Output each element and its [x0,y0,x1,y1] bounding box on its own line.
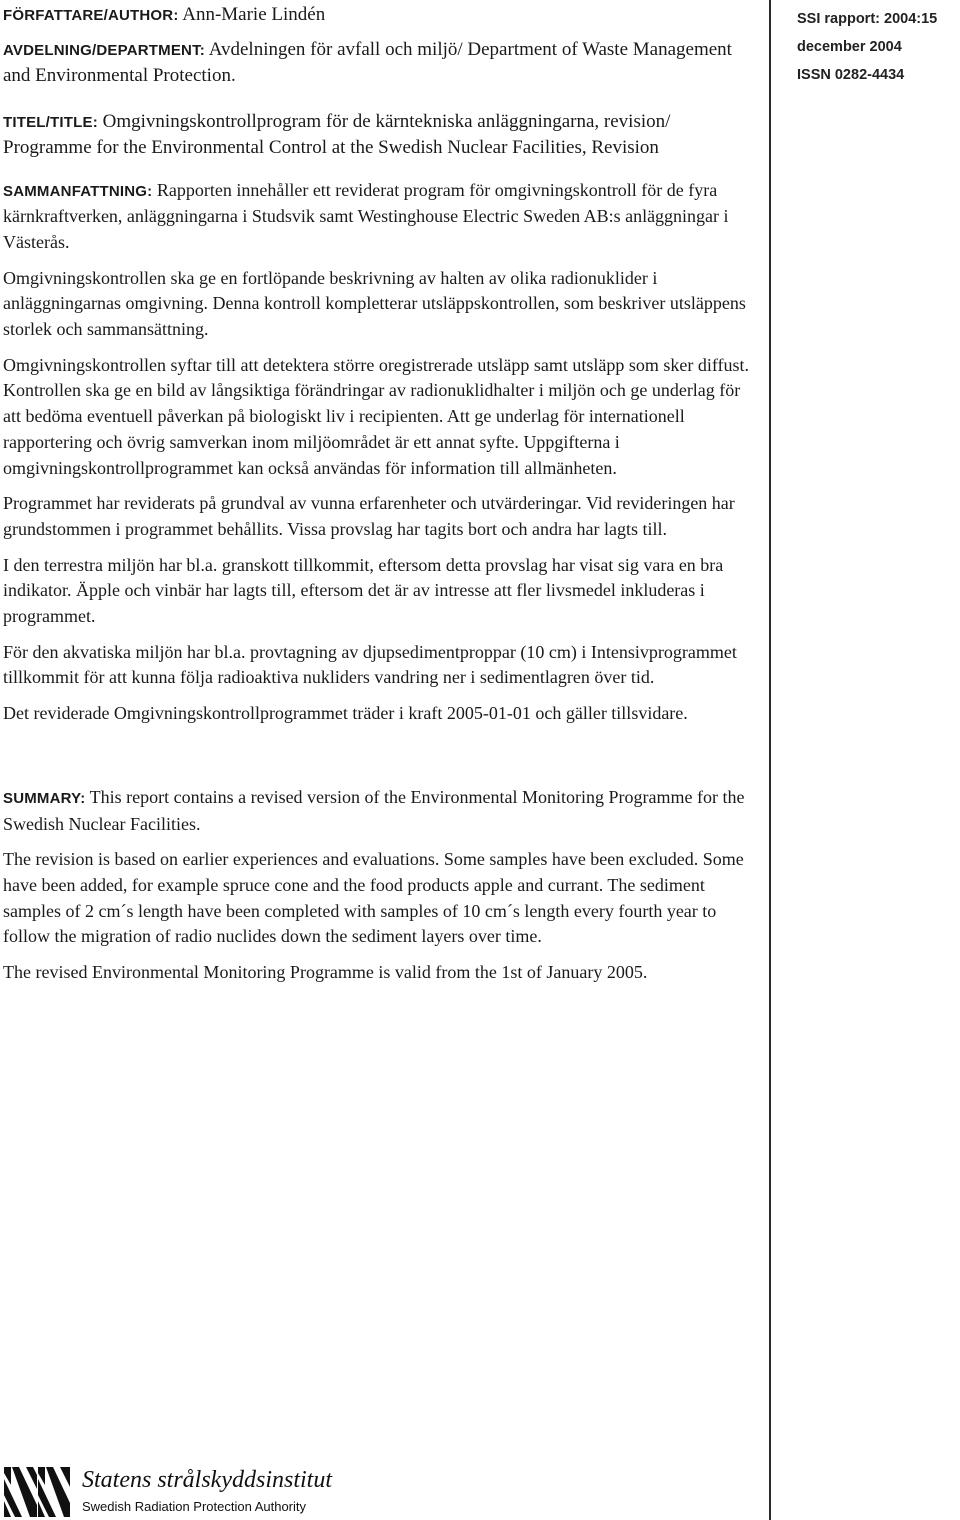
summary-paragraph-3: The revised Environmental Monitoring Programme is valid from the 1st of January 2005. [3,962,648,983]
department-value: Avdelningen för avfall och miljö/ Department of Waste Management and Environmental Protection. [3,38,732,86]
sammanfattning-paragraph-4: Programmet har reviderats på grundval av vunna erfarenheter och utvärderingar. Vid revideringen har grundstommen i programmet behållits. Vissa provslag har tagits bort och andra har lagts till. [3,493,735,539]
title-value: Omgivningskontrollprogram för de kärntekniska anläggningarna, revision/ Programme for the Environmental Control at the Swedish Nuclear Facilities, Revision [3,110,671,158]
sammanfattning-paragraph-7: Det reviderade Omgivningskontrollprogrammet träder i kraft 2005-01-01 och gäller tillsvidare. [3,703,688,724]
org-name: Statens strålskyddsinstitut [82,1467,333,1493]
title-line: TITEL/TITLE: Omgivningskontrollprogram för de kärntekniska anläggningarna, revision/ Programme for the Environmental Control at the Swedish Nuclear Facilities, Revision [3,110,671,158]
sammanfattning-paragraph-2: Omgivningskontrollen ska ge en fortlöpande beskrivning av halten av olika radionuklider i anläggningarnas omgivning. Denna kontroll kompletterar utsläppskontrollen, som beskriver utsläppens storlek och sammansättning. [3,267,746,340]
sammanfattning-label: SAMMANFATTNING: [3,182,153,200]
department-line: AVDELNING/DEPARTMENT: Avdelningen för avfall och miljö/ Department of Waste Management and Environmental Protection. [3,38,732,86]
sammanfattning-paragraph-3: Omgivningskontrollen syftar till att detektera större oregistrerade utsläpp samt utsläpp som sker diffust. Kontrollen ska ge en bild av långsiktiga förändringar av radionuklidhalter i miljön och ge underlag för att bedöma eventuell påverkan på biologiskt liv i recipienten. Att ge underlag för internationell rapportering och övrig samverkan inom miljöområdet är ett annat syfte. Uppgifterna i omgivningskontrollprogrammet kan också användas för information till allmänheten. [3,354,750,478]
summary-paragraph-1: SUMMARY: This report contains a revised version of the Environmental Monitoring Programme for the Swedish Nuclear Facilities. [3,786,745,834]
sammanfattning-paragraph-5: I den terrestra miljön har bl.a. granskott tillkommit, eftersom detta provslag har visat sig vara en bra indikator. Äpple och vinbär har lagts till, eftersom det är av intresse att fler livsmedel inkluderas i programmet. [3,554,724,627]
summary-label: SUMMARY [3,789,81,807]
footer-logo [2,1465,332,1519]
org-name-en: Swedish Radiation Protection Authority [82,1499,307,1514]
author-label: FÖRFATTARE/AUTHOR [3,7,174,24]
report-number: SSI rapport: 2004:15 [797,11,938,27]
summary-paragraph-2: The revision is based on earlier experiences and evaluations. Some samples have been excluded. Some have been added, for example spruce cone and the food products apple and currant. The sediment samples of 2 cm´s length have been completed with samples of 10 cm´s length every fourth year to follow the migration of radio nuclides down the sediment layers over time. [3,849,744,947]
author-line: FÖRFATTARE/AUTHOR: Ann-Marie Lindén [3,4,326,25]
title-label: TITEL/TITLE [3,113,93,131]
ssi-logo-icon [2,1465,72,1519]
report-issn: ISSN 0282-4434 [797,67,905,83]
department-label: AVDELNING/DEPARTMENT [3,41,200,59]
author-name: Ann-Marie Lindén [182,4,326,25]
report-date: december 2004 [797,39,902,55]
column-divider [769,0,771,1520]
report-meta [797,5,957,89]
sammanfattning-paragraph-6: För den akvatiska miljön har bl.a. provtagning av djupsedimentproppar (10 cm) i Intensivprogrammet tillkommit för att kunna följa radioaktiva nukliders vandring ner i sedimentlagren över tid. [3,641,737,688]
report-abstract [3,2,753,986]
sammanfattning-paragraph-1: SAMMANFATTNING: Rapporten innehåller ett reviderat program för omgivningskontroll för de fyra kärnkraftverken, anläggningarna i Studsvik samt Westinghouse Electric Sweden AB:s anläggningar i Västerås. [3,179,729,252]
